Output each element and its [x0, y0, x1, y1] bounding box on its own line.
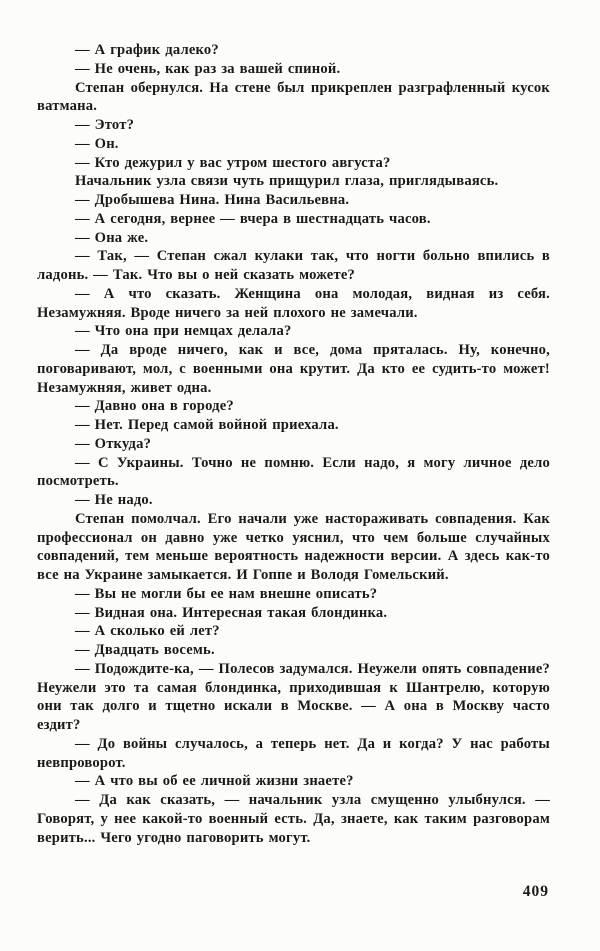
paragraph: — Так, — Степан сжал кулаки так, что ногти больно впились в ладонь. — Так. Что вы о ней сказать можете? — [37, 248, 550, 283]
paragraph: — Что она при немцах делала? — [75, 323, 292, 340]
paragraph: — Не очень, как раз за вашей спиной. — [75, 60, 341, 77]
paragraph: — Он. — [75, 135, 119, 152]
paragraph: — Двадцать восемь. — [75, 642, 215, 658]
paragraph: — Видная она. Интересная такая блондинка. — [75, 604, 388, 621]
paragraph: — С Украины. Точно не помню. Если надо, я могу личное дело посмотреть. — [37, 454, 550, 490]
paragraph: — Да как сказать, — начальник узла смущенно улыбнулся. — Говорят, у нее какой-то военный есть. Да, знаете, как таким разговорам верить... Чего угодно паговорить могут. — [37, 792, 550, 846]
paragraph: — Она же. — [75, 229, 149, 246]
paragraph: — Вы не могли бы ее нам внешне описать? — [75, 585, 378, 602]
paragraph: — Давно она в городе? — [75, 398, 234, 415]
paragraph: — А сколько ей лет? — [75, 623, 220, 640]
paragraph: Степан помолчал. Его начали уже настораживать совпадения. Как профессионал он давно уже четко уяснил, что чем больше случайных совпадений, тем меньше вероятность надежности версии. А здесь как-то все на Украине замыкается. И Гоппе и Володя Гомельский. — [37, 510, 550, 583]
paragraph: — А что вы об ее личной жизни знаете? — [75, 773, 354, 790]
paragraph: Степан обернулся. На стене был прикреплен разграфленный кусок ватмана. — [37, 79, 550, 115]
paragraph: — А сегодня, вернее — вчера в шестнадцать часов. — [75, 210, 431, 227]
paragraph: — Нет. Перед самой войной приехала. — [75, 417, 339, 433]
paragraph: — Да вроде ничего, как и все, дома пряталась. Ну, конечно, поговаривают, мол, с военными она крутит. Да кто ее судить-то может! Незамужняя, живет одна. — [37, 342, 550, 396]
paragraph: — Не надо. — [75, 492, 153, 508]
paragraph: — Этот? — [75, 117, 135, 133]
paragraph: — А что сказать. Женщина она молодая, видная из себя. Незамужняя. Вроде ничего за ней плохого не замечали. — [37, 285, 550, 321]
page-number: 409 — [522, 883, 549, 900]
paragraph: — А график далеко? — [75, 42, 219, 58]
paragraph: — Откуда? — [75, 435, 152, 452]
paragraph: — Дробышева Нина. Нина Васильевна. — [75, 192, 350, 208]
page-text — [37, 41, 550, 847]
paragraph: — Кто дежурил у вас утром шестого августа? — [75, 154, 391, 171]
paragraph: — Подождите-ка, — Полесов задумался. Неужели опять совпадение? Неужели это та самая блондинка, приходившая к Шантрелю, которую они так долго и тщетно искали в Москве. — А она в Москву часто ездит? — [37, 660, 550, 733]
paragraph: Начальник узла связи чуть прищурил глаза, приглядываясь. — [75, 173, 499, 190]
paragraph: — До войны случалось, а теперь нет. Да и когда? У нас работы невпроворот. — [37, 735, 550, 771]
